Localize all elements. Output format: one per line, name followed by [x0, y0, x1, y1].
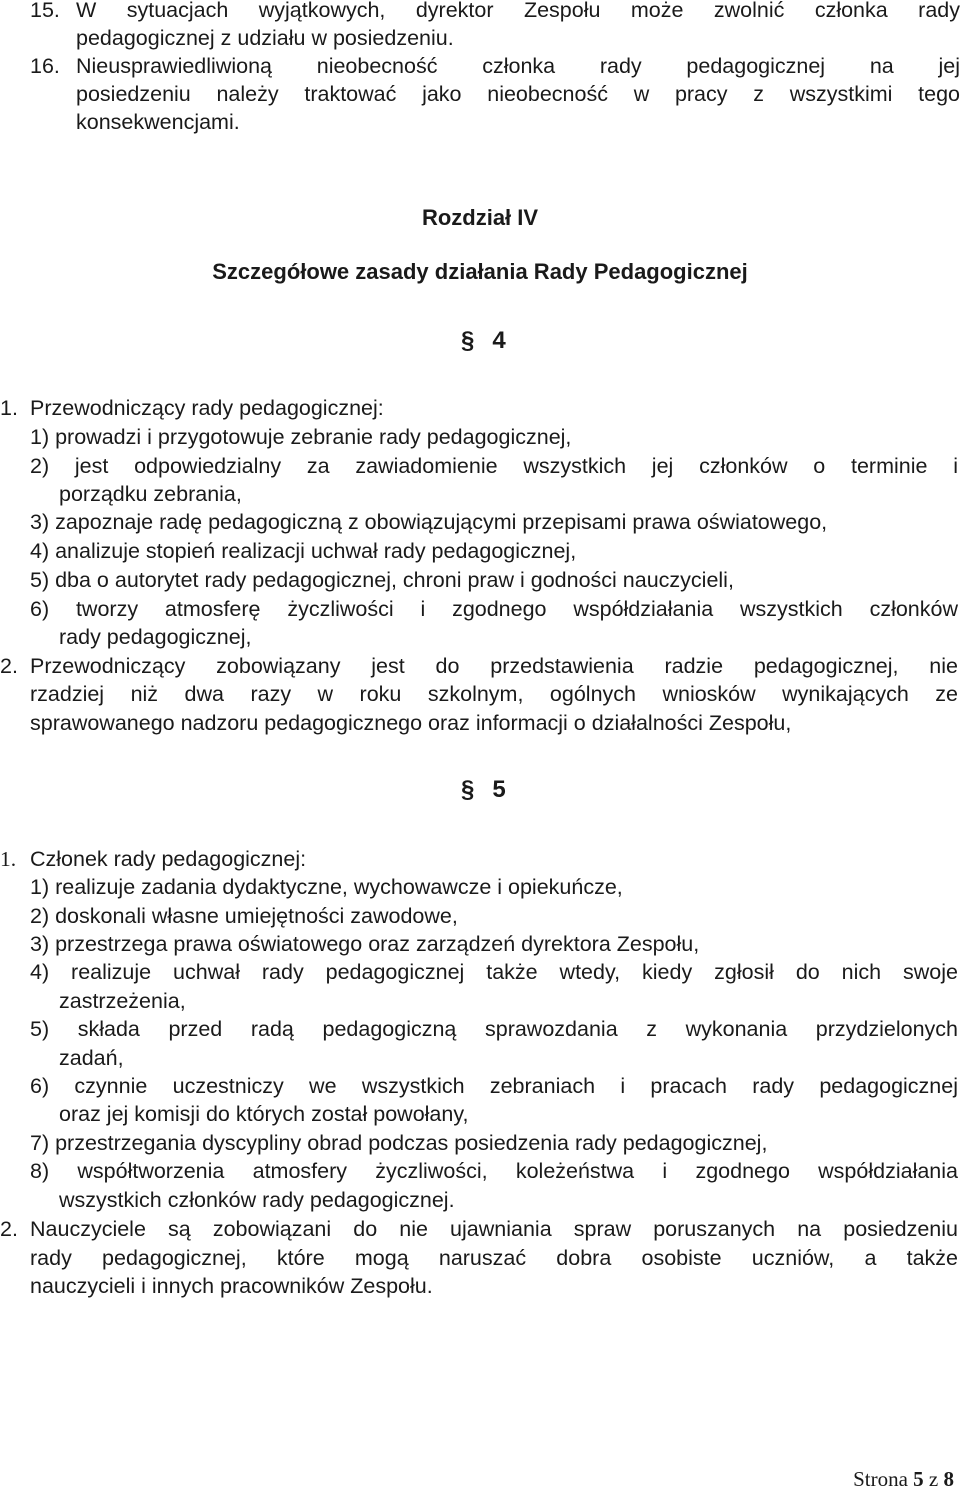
- footer-label: Strona: [853, 1467, 908, 1491]
- section-number: 5: [492, 776, 506, 803]
- item-16-line: Nieusprawiedliwioną nieobecność członka rady pedagogicznej na jej: [76, 54, 960, 78]
- footer-total-pages: 8: [943, 1467, 954, 1491]
- section-4-line: 6) tworzy atmosferę życzliwości i zgodnego współdziałania wszystkich członków: [30, 597, 958, 621]
- section-5-line: zadań,: [59, 1046, 124, 1070]
- section-5-line: 2) doskonali własne umiejętności zawodowe,: [30, 904, 458, 928]
- item-number: 15.: [30, 0, 60, 22]
- footer-page-number: 5: [913, 1467, 924, 1491]
- section-5-line: 1) realizuje zadania dydaktyczne, wychowawcze i opiekuńcze,: [30, 875, 623, 899]
- section-5-line: 7) przestrzegania dyscypliny obrad podczas posiedzenia rady pedagogicznej,: [30, 1131, 768, 1155]
- section-5-line: Nauczyciele są zobowiązani do nie ujawniania spraw poruszanych na posiedzeniu: [30, 1217, 958, 1241]
- section-mark: §: [461, 327, 475, 354]
- section-4-heading: [461, 326, 506, 356]
- section-number: 4: [492, 327, 506, 354]
- item-15-line: W sytuacjach wyjątkowych, dyrektor Zespołu może zwolnić członka rady: [76, 0, 960, 22]
- section-4-line: 1) prowadzi i przygotowuje zebranie rady pedagogicznej,: [30, 425, 572, 449]
- section-4-line: Przewodniczący zobowiązany jest do przedstawienia radzie pedagogicznej, nie: [30, 654, 958, 678]
- chapter-title: Rozdział IV: [421, 205, 539, 230]
- section-4-line: rady pedagogicznej,: [59, 625, 252, 649]
- section-5-line: wszystkich członków rady pedagogicznej.: [59, 1188, 455, 1212]
- chapter-subtitle: Szczegółowe zasady działania Rady Pedagogicznej: [212, 259, 748, 284]
- section-5-line: 5) składa przed radą pedagogiczną sprawozdania z wykonania przydzielonych: [30, 1017, 958, 1041]
- section-4-line: Przewodniczący rady pedagogicznej:: [30, 396, 384, 420]
- section-5-line: Członek rady pedagogicznej:: [30, 847, 307, 871]
- section-4-line: rzadziej niż dwa razy w roku szkolnym, ogólnych wniosków wynikających ze: [30, 682, 958, 706]
- section-4-line: 3) zapoznaje radę pedagogiczną z obowiązującymi przepisami prawa oświatowego,: [30, 510, 828, 534]
- section-4-line: 5) dba o autorytet rady pedagogicznej, chroni praw i godności nauczycieli,: [30, 568, 734, 592]
- paragraph-number: 1.: [0, 847, 17, 871]
- item-16-line: posiedzeniu należy traktować jako nieobecność w pracy z wszystkimi tego: [76, 82, 960, 106]
- section-4-line: sprawowanego nadzoru pedagogicznego oraz informacji o działalności Zespołu,: [30, 711, 792, 735]
- section-5-line: rady pedagogicznej, które mogą naruszać dobra osobiste uczniów, a także: [30, 1246, 958, 1270]
- page-footer: [853, 1466, 954, 1492]
- item-16-line: konsekwencjami.: [76, 110, 240, 134]
- section-5-line: zastrzeżenia,: [59, 989, 186, 1013]
- paragraph-number: 1.: [0, 396, 18, 420]
- footer-of: z: [928, 1467, 939, 1491]
- section-5-line: nauczycieli i innych pracowników Zespołu.: [30, 1274, 433, 1298]
- section-5-line: 8) współtworzenia atmosfery życzliwości, koleżeństwa i zgodnego współdziałania: [30, 1159, 958, 1183]
- section-5-line: 3) przestrzega prawa oświatowego oraz zarządzeń dyrektora Zespołu,: [30, 932, 700, 956]
- section-4-line: 4) analizuje stopień realizacji uchwał rady pedagogicznej,: [30, 539, 577, 563]
- paragraph-number: 2.: [0, 654, 18, 678]
- item-number: 16.: [30, 54, 60, 78]
- section-5-heading: [461, 775, 506, 805]
- section-mark: §: [461, 776, 475, 803]
- section-4-line: 2) jest odpowiedzialny za zawiadomienie wszystkich jej członków o terminie i: [30, 454, 958, 478]
- section-5-line: 6) czynnie uczestniczy we wszystkich zebraniach i pracach rady pedagogicznej: [30, 1074, 958, 1098]
- paragraph-number: 2.: [0, 1217, 18, 1241]
- section-4-line: porządku zebrania,: [59, 482, 242, 506]
- section-5-line: 4) realizuje uchwał rady pedagogicznej także wtedy, kiedy zgłosił do nich swoje: [30, 960, 958, 984]
- section-5-line: oraz jej komisji do których został powołany,: [59, 1102, 469, 1126]
- item-15-line: pedagogicznej z udziału w posiedzeniu.: [76, 26, 454, 50]
